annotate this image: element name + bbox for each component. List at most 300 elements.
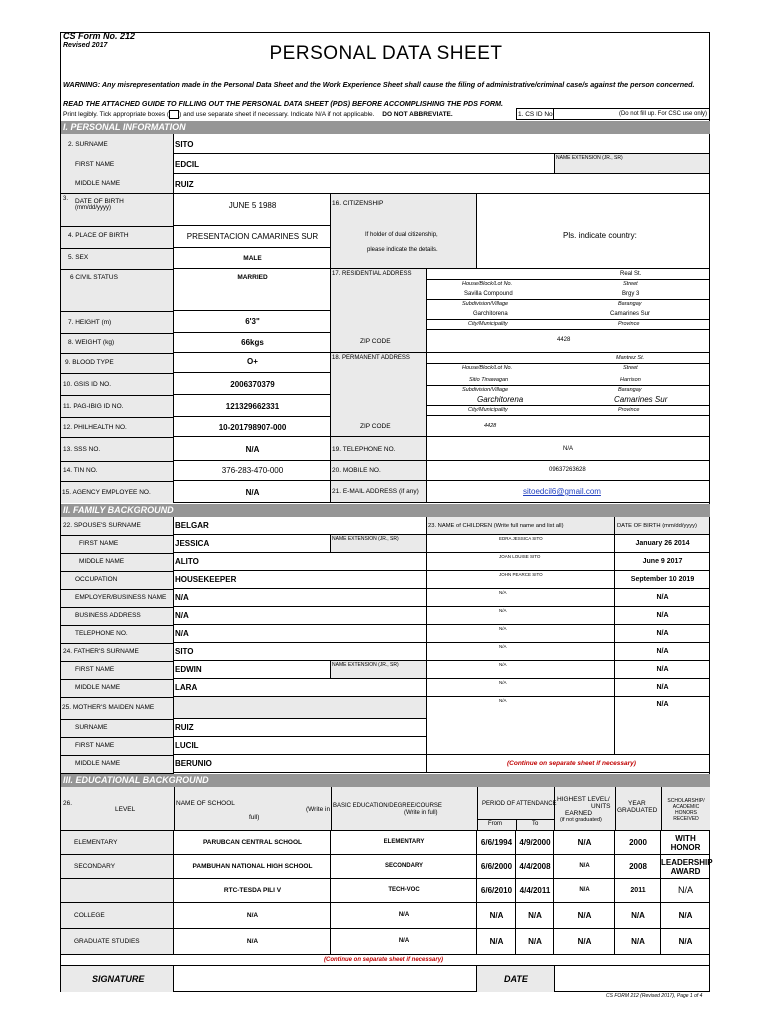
edu-to: N/A (528, 911, 542, 920)
edu-level-cell (61, 879, 174, 903)
gsis-label: 10. GSIS ID NO. (63, 381, 112, 388)
spouse-telephone-label: TELEPHONE NO. (75, 630, 128, 637)
pds-form (60, 32, 713, 992)
tin-field[interactable] (174, 461, 331, 481)
education-header-row (61, 787, 710, 831)
highest-col-a: HIGHEST LEVEL/ (557, 796, 610, 803)
agency-field[interactable] (174, 481, 331, 503)
edu-to-field[interactable] (516, 879, 554, 903)
edu-school: N/A (246, 938, 259, 945)
spouse-first-field[interactable] (174, 535, 331, 553)
school-col: NAME OF SCHOOL (176, 800, 235, 807)
civil-status-label: 6 CIVIL STATUS (70, 274, 118, 281)
father-first-value: EDWIN (175, 665, 202, 674)
spouse-surname-field[interactable] (174, 517, 427, 535)
edu-honor: N/A (678, 937, 693, 946)
philhealth-label: 12. PHILHEALTH NO. (63, 424, 127, 431)
child-dob-field[interactable] (615, 697, 710, 755)
child-dob-field[interactable] (615, 625, 710, 643)
citizenship-label-cell (331, 194, 477, 269)
edu-year-field[interactable] (615, 879, 661, 903)
telephone-value: N/A (563, 446, 574, 452)
edu-from-field[interactable] (477, 855, 516, 879)
edu-year: 2008 (629, 862, 647, 871)
res-prov-label: Province (618, 321, 640, 327)
edu-course: ELEMENTARY (383, 839, 425, 845)
edu-from: 6/6/1994 (480, 838, 513, 847)
child-dob-field[interactable] (615, 679, 710, 697)
telephone-label-cell (331, 437, 427, 461)
res-subdivision: Savilla Compound (464, 291, 513, 297)
edu-course-field[interactable] (331, 929, 477, 955)
personal-label-column (61, 194, 174, 503)
mother-maiden-header-label: 25. MOTHER'S MAIDEN NAME (62, 704, 155, 711)
perm-prov-label: Province (618, 407, 640, 413)
child-name-field[interactable] (427, 571, 615, 589)
father-surname-label: 24. FATHER'S SURNAME (63, 648, 139, 655)
permanent-label: 18. PERMANENT ADDRESS (332, 355, 410, 361)
residential-label: 17. RESIDENTIAL ADDRESS (332, 271, 412, 277)
signature-label-cell (61, 966, 174, 992)
sss-value: N/A (245, 445, 260, 454)
section-personal: I. PERSONAL INFORMATION (61, 121, 710, 134)
telephone-field[interactable] (427, 437, 710, 461)
edu-level-cell (61, 855, 174, 879)
edu-highest: N/A (579, 863, 590, 869)
surname-field[interactable] (174, 134, 710, 154)
child-name: N/A (499, 680, 507, 685)
name-extension-field[interactable] (555, 154, 710, 174)
surname-value: SITO (175, 140, 194, 149)
course-col: BASIC EDUCATION/DEGREE/COURSE (333, 803, 442, 809)
child-dob-field[interactable] (615, 553, 710, 571)
height-value: 6'3" (245, 317, 260, 326)
edu-school: PARUBCAN CENTRAL SCHOOL (202, 839, 303, 846)
edu-to: 4/9/2000 (519, 838, 551, 847)
father-first-extension-field[interactable] (331, 661, 427, 679)
mother-middle-field[interactable] (174, 755, 427, 773)
edu-honor: LEADERSHIP AWARD (661, 858, 713, 876)
gsis-value: 2006370379 (230, 380, 275, 389)
edu-school-field[interactable] (174, 855, 331, 879)
edu-to-field[interactable] (516, 855, 554, 879)
edu-from: 6/6/2010 (480, 886, 513, 895)
spouse-surname-label: 22. SPOUSE'S SURNAME (63, 522, 141, 529)
edu-highest-field[interactable] (554, 879, 615, 903)
edu-level-cell (61, 929, 174, 955)
edu-year: 2011 (630, 887, 646, 894)
edu-from-field[interactable] (477, 903, 516, 929)
agency-value: N/A (245, 488, 260, 497)
guide-text: READ THE ATTACHED GUIDE TO FILLING OUT THE PERSONAL DATA SHEET (PDS) BEFORE ACCOMPLISHING THE PDS FORM. (63, 99, 504, 108)
date-label: DATE (504, 974, 528, 984)
child-dob: September 10 2019 (630, 576, 695, 583)
child-name-field[interactable] (427, 589, 615, 607)
dual-note-b: please indicate the details. (367, 247, 438, 253)
perm-house-label: House/Block/Lot No. (462, 365, 513, 371)
pob-value: PRESENTACION CAMARINES SUR (186, 232, 319, 241)
mother-surname-field[interactable] (174, 719, 427, 737)
perm-brgy-label: Barangay (618, 387, 642, 393)
height-field[interactable] (174, 311, 331, 333)
edu-course-field[interactable] (331, 855, 477, 879)
section-education: III. EDUCATIONAL BACKGROUND (61, 774, 710, 787)
edu-level: COLLEGE (74, 912, 105, 919)
child-name: N/A (499, 590, 507, 595)
edu-highest-field[interactable] (554, 903, 615, 929)
edu-highest: N/A (577, 937, 592, 946)
res-house-label: House/Block/Lot No. (462, 281, 513, 287)
edu-honor: N/A (678, 911, 693, 920)
date-field[interactable] (555, 966, 710, 992)
permanent-field[interactable] (427, 353, 710, 437)
children-header (427, 517, 615, 535)
edu-course: SECONDARY (384, 863, 424, 869)
mother-first-label: FIRST NAME (75, 742, 115, 749)
cs-id-label: 1. CS ID No. (518, 111, 555, 118)
scholar-col: SCHOLARSHIP/ ACADEMIC HONORS RECEIVED (667, 798, 705, 822)
sss-field[interactable] (174, 437, 331, 461)
cs-id-field[interactable] (554, 108, 710, 120)
edu-honor-field[interactable] (661, 831, 710, 855)
cs-id-label-cell (516, 108, 554, 120)
pagibig-field[interactable] (174, 395, 331, 417)
perm-city-label: City/Municipality (468, 407, 508, 413)
edu-highest: N/A (577, 911, 592, 920)
child-dob: January 26 2014 (635, 540, 690, 547)
mobile-label: 20. MOBILE NO. (332, 467, 381, 474)
edu-year-field[interactable] (615, 903, 661, 929)
form-number: CS Form No. 212 (63, 31, 136, 41)
child-dob: N/A (656, 684, 669, 691)
highest-col-c: EARNED (565, 810, 593, 817)
edu-course: N/A (398, 912, 410, 918)
child-name: N/A (499, 662, 507, 667)
highest-col-b: UNITS (591, 803, 611, 810)
form-revised: Revised 2017 (63, 42, 108, 49)
edu-school: N/A (246, 912, 259, 919)
edu-course: N/A (398, 938, 410, 944)
civil-status-value: MARRIED (237, 274, 268, 281)
cs-id-note: (Do not fill up. For CSC use only) (618, 111, 707, 117)
print-note-a: Print legibly. Tick appropriate boxes ( (63, 111, 170, 119)
father-surname-value: SITO (175, 647, 194, 656)
child-name-field[interactable] (427, 607, 615, 625)
child-name: N/A (499, 644, 507, 649)
spouse-first-extension-field[interactable] (331, 535, 427, 553)
father-surname-field[interactable] (174, 643, 427, 661)
perm-street-label: Street (623, 365, 638, 371)
perm-zip: 4428 (484, 423, 497, 429)
mother-first-field[interactable] (174, 737, 427, 755)
sex-value: MALE (243, 255, 262, 262)
mother-surname-value: RUIZ (175, 723, 194, 732)
mother-maiden-header-cell (174, 697, 427, 719)
spouse-middle-value: ALITO (175, 557, 199, 566)
school-col-write-in: (Write in (306, 806, 331, 813)
res-street: Real St. (620, 271, 642, 277)
weight-label: 8. WEIGHT (kg) (68, 339, 115, 346)
edu-from: N/A (489, 911, 504, 920)
child-dob: N/A (656, 612, 669, 619)
mother-middle-value: BERUNIO (175, 759, 212, 768)
children-continue-cell (427, 755, 710, 773)
edu-school-field[interactable] (174, 903, 331, 929)
dob-value: JUNE 5 1988 (228, 201, 277, 210)
gsis-field[interactable] (174, 373, 331, 395)
sss-label: 13. SSS NO. (63, 446, 101, 453)
edu-level: SECONDARY (74, 863, 116, 870)
tin-label: 14. TIN NO. (63, 467, 98, 474)
edu-highest: N/A (579, 887, 590, 893)
edu-course: TECH-VOC (388, 887, 420, 893)
child-dob-field[interactable] (615, 607, 710, 625)
dob-format: (mm/dd/yyyy) (75, 205, 111, 211)
edu-honor: N/A (677, 885, 693, 895)
spouse-first-extension-label: NAME EXTENSION (JR., SR) (332, 536, 399, 542)
child-dob-field[interactable] (615, 571, 710, 589)
edu-highest-field[interactable] (554, 831, 615, 855)
blood-type-field[interactable] (174, 353, 331, 373)
middle-name-value: RUIZ (175, 180, 194, 189)
middle-name-label: MIDDLE NAME (75, 180, 121, 187)
telephone-label: 19. TELEPHONE NO. (332, 446, 396, 453)
section-family: II. FAMILY BACKGROUND (61, 504, 710, 517)
dob-field[interactable] (174, 194, 331, 226)
res-zip-label: ZIP CODE (360, 338, 391, 345)
spouse-employer-value: N/A (175, 593, 189, 602)
signature-label: SIGNATURE (92, 974, 145, 984)
civil-status-field[interactable] (174, 269, 331, 311)
permanent-label-cell (331, 353, 427, 437)
spouse-occupation-label: OCCUPATION (75, 576, 118, 583)
child-dob-field[interactable] (615, 589, 710, 607)
sex-label: 5. SEX (68, 254, 89, 261)
from-col: From (488, 821, 502, 827)
edu-level-cell (61, 831, 174, 855)
child-name: JOHN PEARCE SITO (499, 572, 543, 577)
philhealth-field[interactable] (174, 417, 331, 437)
edu-course-field[interactable] (331, 903, 477, 929)
spouse-business-address-label: BUSINESS ADDRESS (75, 612, 141, 619)
edu-from-field[interactable] (477, 929, 516, 955)
spouse-employer-field[interactable] (174, 589, 427, 607)
blood-type-value: O+ (247, 357, 258, 366)
edu-from: 6/6/2000 (480, 862, 513, 871)
page-title: PERSONAL DATA SHEET (269, 43, 503, 64)
edu-school-field[interactable] (174, 879, 331, 903)
period-col: PERIOD OF ATTENDANCE (482, 801, 557, 807)
perm-street: Mantrez St. (616, 355, 645, 361)
res-zip: 4428 (557, 337, 571, 343)
spouse-middle-field[interactable] (174, 553, 427, 571)
highest-col-d: (if not graduated) (560, 817, 602, 823)
surname-label: 2. SURNAME (68, 141, 108, 148)
edu-to: 4/4/2011 (519, 886, 551, 895)
children-continue: (Continue on separate sheet if necessary) (507, 760, 636, 767)
child-dob-field[interactable] (615, 661, 710, 679)
year-col-a: YEAR (628, 800, 646, 807)
mother-first-value: LUCIL (175, 741, 199, 750)
child-name: EDRA JESSICA SITO (499, 536, 543, 541)
tin-value: 376-283-470-000 (221, 466, 284, 475)
to-col: To (532, 821, 539, 827)
email-field[interactable] (427, 481, 710, 503)
child-dob: N/A (656, 594, 669, 601)
spouse-occupation-value: HOUSEKEEPER (175, 575, 237, 584)
father-middle-field[interactable] (174, 679, 427, 697)
edu-school-field[interactable] (174, 929, 331, 955)
edu-honor: WITH HONOR (670, 834, 701, 852)
father-first-field[interactable] (174, 661, 331, 679)
spouse-middle-label: MIDDLE NAME (79, 558, 125, 565)
spouse-telephone-field[interactable] (174, 625, 427, 643)
child-dob-field[interactable] (615, 535, 710, 553)
res-city: Garchitorena (473, 311, 508, 317)
child-name-field[interactable] (427, 643, 615, 661)
edu-to-field[interactable] (516, 903, 554, 929)
mother-middle-label: MIDDLE NAME (75, 760, 121, 767)
edu-year-field[interactable] (615, 855, 661, 879)
child-dob: June 9 2017 (642, 558, 683, 565)
edu-school: RTC-TESDA PILI V (223, 887, 282, 894)
edu-year-field[interactable] (615, 929, 661, 955)
spouse-business-address-value: N/A (175, 611, 189, 620)
children-dob-header (615, 517, 710, 535)
child-name-field[interactable] (427, 553, 615, 571)
edu-course-field[interactable] (331, 831, 477, 855)
first-name-label: FIRST NAME (75, 161, 115, 168)
mother-surname-label: SURNAME (75, 724, 108, 731)
res-street-label: Street (623, 281, 638, 287)
edu-level: ELEMENTARY (74, 839, 118, 846)
tick-box-icon (169, 110, 179, 119)
res-city-label: City/Municipality (468, 321, 508, 327)
children-label: 23. NAME of CHILDREN (Write full name and list all) (428, 523, 564, 529)
year-col-b: GRADUATED (617, 807, 658, 814)
perm-province: Camarines Sur (614, 395, 668, 404)
edu-honor-field[interactable] (661, 903, 710, 929)
edu-year-field[interactable] (615, 831, 661, 855)
philhealth-value: 10-201798907-000 (218, 423, 287, 432)
edu-highest-field[interactable] (554, 929, 615, 955)
father-middle-label: MIDDLE NAME (75, 684, 121, 691)
edu-honor-field[interactable] (661, 855, 713, 879)
edu-to: 4/4/2008 (519, 862, 551, 871)
first-name-field[interactable] (174, 154, 555, 174)
res-barangay: Brgy 3 (622, 291, 640, 297)
res-subd-label: Subdivision/Village (462, 301, 509, 307)
res-brgy-label: Barangay (618, 301, 642, 307)
mobile-field[interactable] (427, 461, 710, 481)
family-label-column (61, 517, 174, 773)
edu-course-field[interactable] (331, 879, 477, 903)
education-continue-row (61, 955, 710, 966)
edu-from-field[interactable] (477, 879, 516, 903)
middle-name-field[interactable] (174, 174, 710, 194)
edu-year: N/A (631, 937, 645, 946)
no-abbreviate: DO NOT ABBREVIATE. (382, 111, 453, 119)
edu-to: N/A (528, 937, 542, 946)
child-name-field[interactable] (427, 625, 615, 643)
pagibig-value: 121329662331 (225, 402, 280, 411)
child-name-field[interactable] (427, 535, 615, 553)
mobile-value: 09637263628 (549, 467, 586, 473)
child-dob: N/A (656, 648, 669, 655)
edu-to-field[interactable] (516, 929, 554, 955)
dual-note-a: If holder of dual citizenship, (365, 232, 438, 238)
child-name-field[interactable] (427, 697, 615, 755)
residential-label-cell (331, 269, 427, 353)
edu-from: N/A (489, 937, 504, 946)
citizenship-label: 16. CITIZENSHIP (332, 200, 384, 207)
child-name-field[interactable] (427, 679, 615, 697)
email-label: 21. E-MAIL ADDRESS (if any) (332, 488, 419, 495)
name-extension-label: NAME EXTENSION (JR., SR) (556, 155, 623, 161)
child-name: N/A (499, 626, 507, 631)
education-num: 26. (63, 800, 73, 807)
child-name: N/A (499, 698, 507, 703)
edu-highest-field[interactable] (554, 855, 615, 879)
edu-school-field[interactable] (174, 831, 331, 855)
date-label-cell (477, 966, 555, 992)
blood-type-label: 9. BLOOD TYPE (65, 359, 114, 366)
pagibig-label: 11. PAG-IBIG ID NO. (63, 403, 124, 410)
residential-field[interactable] (427, 269, 710, 353)
pob-field[interactable] (174, 226, 331, 248)
edu-level: GRADUATE STUDIES (74, 938, 140, 945)
sex-field[interactable] (174, 248, 331, 269)
child-name: N/A (499, 608, 507, 613)
pob-label: 4. PLACE OF BIRTH (68, 232, 129, 239)
spouse-business-address-field[interactable] (174, 607, 427, 625)
perm-zip-label: ZIP CODE (360, 423, 391, 430)
indicate-country: Pls. indicate country: (563, 231, 637, 240)
education-continue: (Continue on separate sheet if necessary) (324, 957, 444, 963)
email-value[interactable]: sitoedcil6@gmail.com (523, 487, 601, 496)
print-note (63, 110, 453, 119)
dob-num: 3. (63, 196, 69, 202)
level-col: LEVEL (115, 806, 136, 813)
edu-level-cell (61, 903, 174, 929)
height-label: 7. HEIGHT (m) (68, 319, 112, 326)
page-footer: CS FORM 212 (Revised 2017), Page 1 of 4 (606, 993, 703, 999)
spouse-telephone-value: N/A (175, 629, 189, 638)
edu-from-field[interactable] (477, 831, 516, 855)
perm-barangay: Harrison (620, 377, 641, 383)
spouse-occupation-field[interactable] (174, 571, 427, 589)
child-dob: N/A (656, 666, 669, 673)
edu-highest: N/A (577, 838, 592, 847)
edu-to-field[interactable] (516, 831, 554, 855)
edu-honor-field[interactable] (661, 929, 710, 955)
child-name-field[interactable] (427, 661, 615, 679)
agency-label: 15. AGENCY EMPLOYEE NO. (62, 489, 151, 496)
edu-school: PAMBUHAN NATIONAL HIGH SCHOOL (192, 863, 313, 870)
weight-field[interactable] (174, 333, 331, 353)
signature-field[interactable] (174, 966, 477, 992)
child-dob: N/A (656, 701, 669, 708)
child-dob-field[interactable] (615, 643, 710, 661)
res-province: Camarines Sur (610, 311, 651, 317)
perm-subd-label: Subdivision/Village (462, 387, 509, 393)
school-col-full: full) (249, 814, 260, 821)
citizenship-field[interactable] (477, 194, 710, 269)
edu-year: N/A (631, 911, 645, 920)
edu-honor-field[interactable] (661, 879, 710, 903)
father-middle-value: LARA (175, 683, 198, 692)
email-label-cell (331, 481, 427, 503)
